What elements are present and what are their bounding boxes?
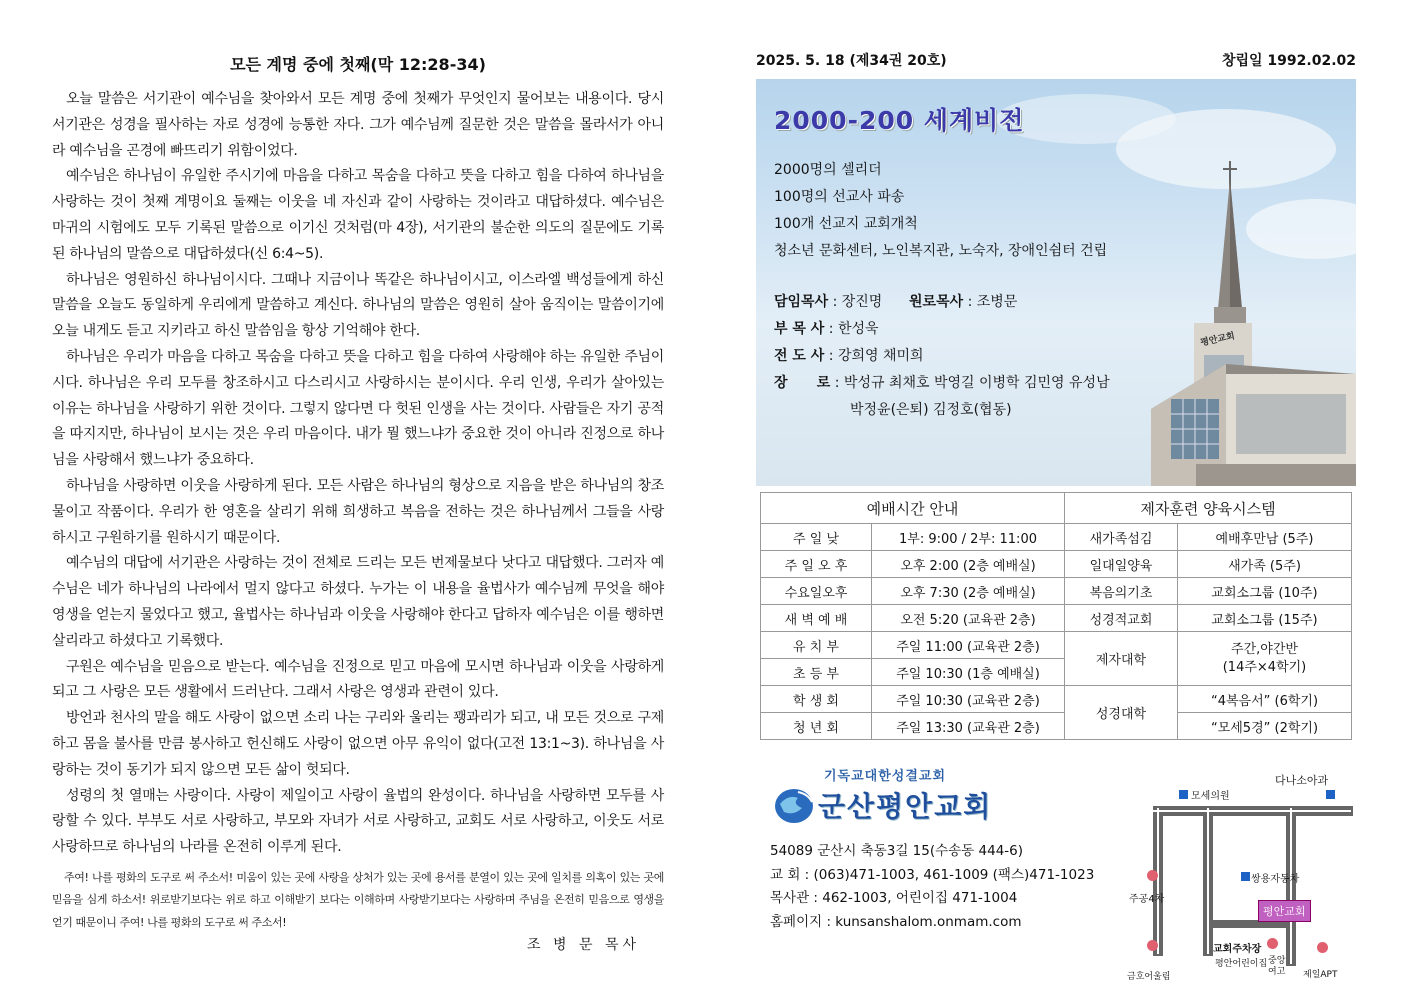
course-detail-line: 주간,야간반 [1231,641,1298,657]
vision-item: 2000명의 셀리더 [774,162,882,178]
service-name: 수요일오후 [761,578,872,605]
course-detail [1178,632,1352,686]
church-map-label: 평안교회 [1258,900,1311,922]
geumho-marker-icon [1147,940,1158,951]
apt4-label: 주공4차 [1129,894,1165,905]
course-detail: “모세5경” (2학기) [1178,713,1352,740]
course-name: 복음의기초 [1065,578,1178,605]
sermon-paragraph: 예수님의 대답에 서기관은 사랑하는 것이 전체로 드리는 모든 번제물보다 낫다고 대답했다. 그러자 예수님은 네가 하나님의 나라에서 멀지 않다고 하셨다. 누가는 이 내용을 율법사가 예수님께 무엇을 해야 영생을 얻는지 물었다고 했고, 율법사는 하나님과 이웃을 사랑해야 한다고 답하자 예수님은 이를 행하면 살리라고 하셨다고 기록했다. [52,555,664,649]
table-row [761,524,1352,551]
vision-item: 청소년 문화센터, 노인복지관, 노숙자, 장애인쉼터 건립 [774,243,1108,259]
church-address: 54089 군산시 축동3길 15(수송동 444-6) [770,843,1024,859]
worship-header: 예배시간 안내 [761,493,1065,524]
course-name: 제자대학 [1065,632,1178,686]
table-row [761,686,1352,713]
staff-value: : 장진명 [832,294,883,310]
schedule-table [760,492,1352,740]
sermon-paragraph: 성령의 첫 열매는 사랑이다. 사랑이 제일이고 사랑이 율법의 완성이다. 하나님을 사랑하면 모두를 사랑할 수 있다. 부부도 서로 사랑하고, 부모와 자녀가 서로 사랑하고, 교회도 서로 사랑하고, 이웃도 서로 사랑하므로 하나님의 나라를 온전히 이루게 된다. [52,787,664,856]
kindergarten-label: 평안어린이집 [1215,959,1268,969]
parking-label: 교회주차장 [1213,944,1262,955]
service-name: 유 치 부 [761,632,872,659]
training-header: 제자훈련 양육시스템 [1065,493,1352,524]
service-name: 새 벽 예 배 [761,605,872,632]
issue-header [756,50,1356,76]
vision-item: 100개 선교지 교회개척 [774,216,918,232]
peace-prayer: 주여! 나를 평화의 도구로 써 주소서! 미움이 있는 곳에 사랑을 상처가 있는 곳에 용서를 분열이 있는 곳에 일치를 의혹이 있는 곳에 믿음을 심게 하소서! 위로받기보다는 위로 하고 이해받기 보다는 이해하며 사랑받기보다는 사랑하며 주님을 온전히 믿음으로 영생을 얻기 때문이니 주여! 나를 평화의 도구로 써 주소서! [52,870,664,929]
hospital-marker-icon [1179,790,1188,799]
service-name: 주 일 오 후 [761,551,872,578]
service-name: 학 생 회 [761,686,872,713]
staff-value: : 조병문 [967,294,1018,310]
course-detail: “4복음서” (6학기) [1178,686,1352,713]
course-detail: 예배후만남 (5주) [1178,524,1352,551]
church-phone: 교 회 : (063)471-1003, 461-1009 (팩스)471-1023 [770,866,1095,883]
sermon-paragraph: 하나님은 영원하신 하나님이시다. 그때나 지금이나 똑같은 하나님이시고, 이스라엘 백성들에게 하신 말씀을 오늘도 동일하게 우리에게 말씀하고 계신다. 하나님의 말씀은 영원히 살아 움직이는 말씀이기에 오늘 내게도 듣고 지키라고 하신 말씀임을 항상 기억해야 한다. [52,271,664,340]
staff-row [774,343,1110,370]
staff-label: 부 목 사 [774,321,825,337]
course-name: 성경대학 [1065,686,1178,740]
staff-label: 장 로 [774,375,831,391]
service-name: 주 일 낮 [761,524,872,551]
staff-row [774,289,1110,316]
service-time: 주일 10:30 (1층 예배실) [872,659,1065,686]
staff-row: 박정윤(은퇴) 김정호(협동) [850,402,1012,418]
church-contact [770,840,1094,934]
school-marker-icon [1267,938,1278,949]
church-sign: 평안교회 [1199,331,1236,349]
staff-label: 담임목사 [774,294,829,310]
clinic-label: 다나소아과 [1275,774,1329,787]
service-time: 오후 7:30 (2층 예배실) [872,578,1065,605]
course-name: 성경적교회 [1065,605,1178,632]
clinic-marker-icon [1326,790,1335,799]
globe-logo-icon [772,784,818,826]
table-row [761,578,1352,605]
service-time: 주일 11:00 (교육관 2층) [872,632,1065,659]
service-time: 1부: 9:00 / 2부: 11:00 [872,524,1065,551]
church-logo [772,765,992,826]
apt4-marker-icon [1147,870,1158,881]
table-row [761,713,1352,740]
staff-value: : 박성규 최채호 박영길 이병학 김민영 유성남 [834,375,1110,391]
course-name: 일대일양육 [1065,551,1178,578]
course-detail: 교회소그룹 (15주) [1178,605,1352,632]
car-label: 쌍용자동차 [1251,874,1300,885]
staff-row [774,370,1110,397]
sermon-paragraph: 방언과 천사의 말을 해도 사랑이 없으면 소리 나는 구리와 울리는 꽹과리가 되고, 내 모든 것으로 구제하고 몸을 불사를 만큼 봉사하고 헌신해도 사랑이 없으면 아무 유익이 없다(고전 13:1~3). 하나님을 사랑하는 것이 동기가 되지 않으면 모든 삶이 헛되다. [52,710,664,778]
vision-title: 2000-200 세계비전 [774,106,1025,135]
table-row [761,632,1352,659]
course-detail: 새가족 (5주) [1178,551,1352,578]
sermon-paragraph: 오늘 말씀은 서기관이 예수님을 찾아와서 모든 계명 중에 첫째가 무엇인지 물어보는 내용이다. 당시 서기관은 성경을 필사하는 자로 성경에 능통한 자다. 그가 예수님께 질문한 것은 말씀을 몰라서가 아니라 예수님을 곤경에 빠뜨리기 위함이었다. [52,91,664,159]
school-label-line: 중앙 [1268,956,1286,966]
homepage-link[interactable]: 홈페이지 : kunsanshalom.onmam.com [770,913,1022,930]
course-detail: 교회소그룹 (10주) [1178,578,1352,605]
apt-marker-icon [1317,942,1328,953]
staff-value: : 강희영 채미희 [828,348,924,364]
denomination: 기독교대한성결교회 [824,769,947,784]
sermon-paragraph: 예수님은 하나님이 유일한 주시기에 마음을 다하고 목숨을 다하고 뜻을 다하고 힘을 다하여 하나님을 사랑하는 것이 첫째 계명이요 둘째는 이웃을 네 자신과 같이 사랑하는 것이라고 대답하셨다. 예수님은 마귀의 시험에도 모두 기록된 말씀으로 이기신 것처럼(마 4장), 서기관의 불순한 의도의 질문에도 기록된 하나님의 말씀으로 대답하셨다(신 6:4~5). [52,168,664,262]
service-name: 초 등 부 [761,659,872,686]
bulletin-front [756,50,1356,982]
vision-panel [756,79,1356,486]
staff-value: : 한성욱 [828,321,879,337]
course-name: 새가족섬김 [1065,524,1178,551]
course-detail-line: (14주×4학기) [1222,659,1307,675]
sermon-title: 모든 계명 중에 첫째(막 12:28-34) [230,55,486,74]
school-label-line: 여고 [1268,967,1286,977]
sermon-author: 조 병 문 목사 [527,937,640,954]
staff-row [774,316,1110,343]
table-row [761,551,1352,578]
service-name: 청 년 회 [761,713,872,740]
service-time: 오전 5:20 (교육관 2층) [872,605,1065,632]
sermon-paragraph: 하나님은 우리가 마음을 다하고 목숨을 다하고 뜻을 다하고 힘을 다하여 사랑해야 하는 유일한 주님이시다. 하나님은 우리 모두를 창조하시고 다스리시고 사랑하시는 분이시다. 우리 인생, 우리가 살아있는 이유는 하나님을 사랑하기 위한 것이다. 그렇지 않다면 다 헛된 인생을 사는 것이다. 사람들은 자기 공적을 따지지만, 하나님이 보시는 것은 우리 마음이다. 내가 뭘 했느냐가 중요한 것이 아니라 진정으로 하나님을 사랑해서 했느냐가 중요하다. [52,348,664,469]
service-time: 주일 13:30 (교육관 2층) [872,713,1065,740]
sermon-column [52,52,664,954]
school-label [1268,956,1285,978]
car-marker-icon [1241,872,1250,881]
sermon-paragraph: 하나님을 사랑하면 이웃을 사랑하게 된다. 모든 사람은 하나님의 형상으로 지음을 받은 하나님의 창조물이고 작품이다. 우리가 한 영혼을 살리기 위해 희생하고 복음을 전하는 것은 하나님께서 그들을 사랑하시고 구원하기를 원하시기 때문이다. [52,477,664,546]
hospital-label: 모세의원 [1191,791,1230,802]
founded-date: 창립일 1992.02.02 [1221,53,1356,69]
sermon-paragraph: 구원은 예수님을 믿음으로 받는다. 예수님을 진정으로 믿고 마음에 모시면 하나님과 이웃을 사랑하게 되고 그 사랑은 모든 생활에서 드러난다. 그래서 사랑은 영생과 관련이 있다. [52,658,664,701]
vision-list [774,157,1107,265]
church-name: 군산평안교회 [818,790,993,823]
staff-list [774,289,1110,424]
vision-item: 100명의 선교사 파송 [774,189,905,205]
service-time: 오후 2:00 (2층 예배실) [872,551,1065,578]
table-row [761,605,1352,632]
issue-date: 2025. 5. 18 (제34권 20호) [756,53,947,69]
staff-label: 전 도 사 [774,348,825,364]
manse-phone: 목사관 : 462-1003, 어린이집 471-1004 [770,890,1018,906]
apt-label: 제일APT [1303,970,1338,980]
geumho-label: 금호어울림 [1127,972,1171,982]
staff-label: 원로목사 [909,294,964,310]
church-building-image [756,79,1356,486]
service-time: 주일 10:30 (교육관 2층) [872,686,1065,713]
location-map [1123,770,1356,982]
